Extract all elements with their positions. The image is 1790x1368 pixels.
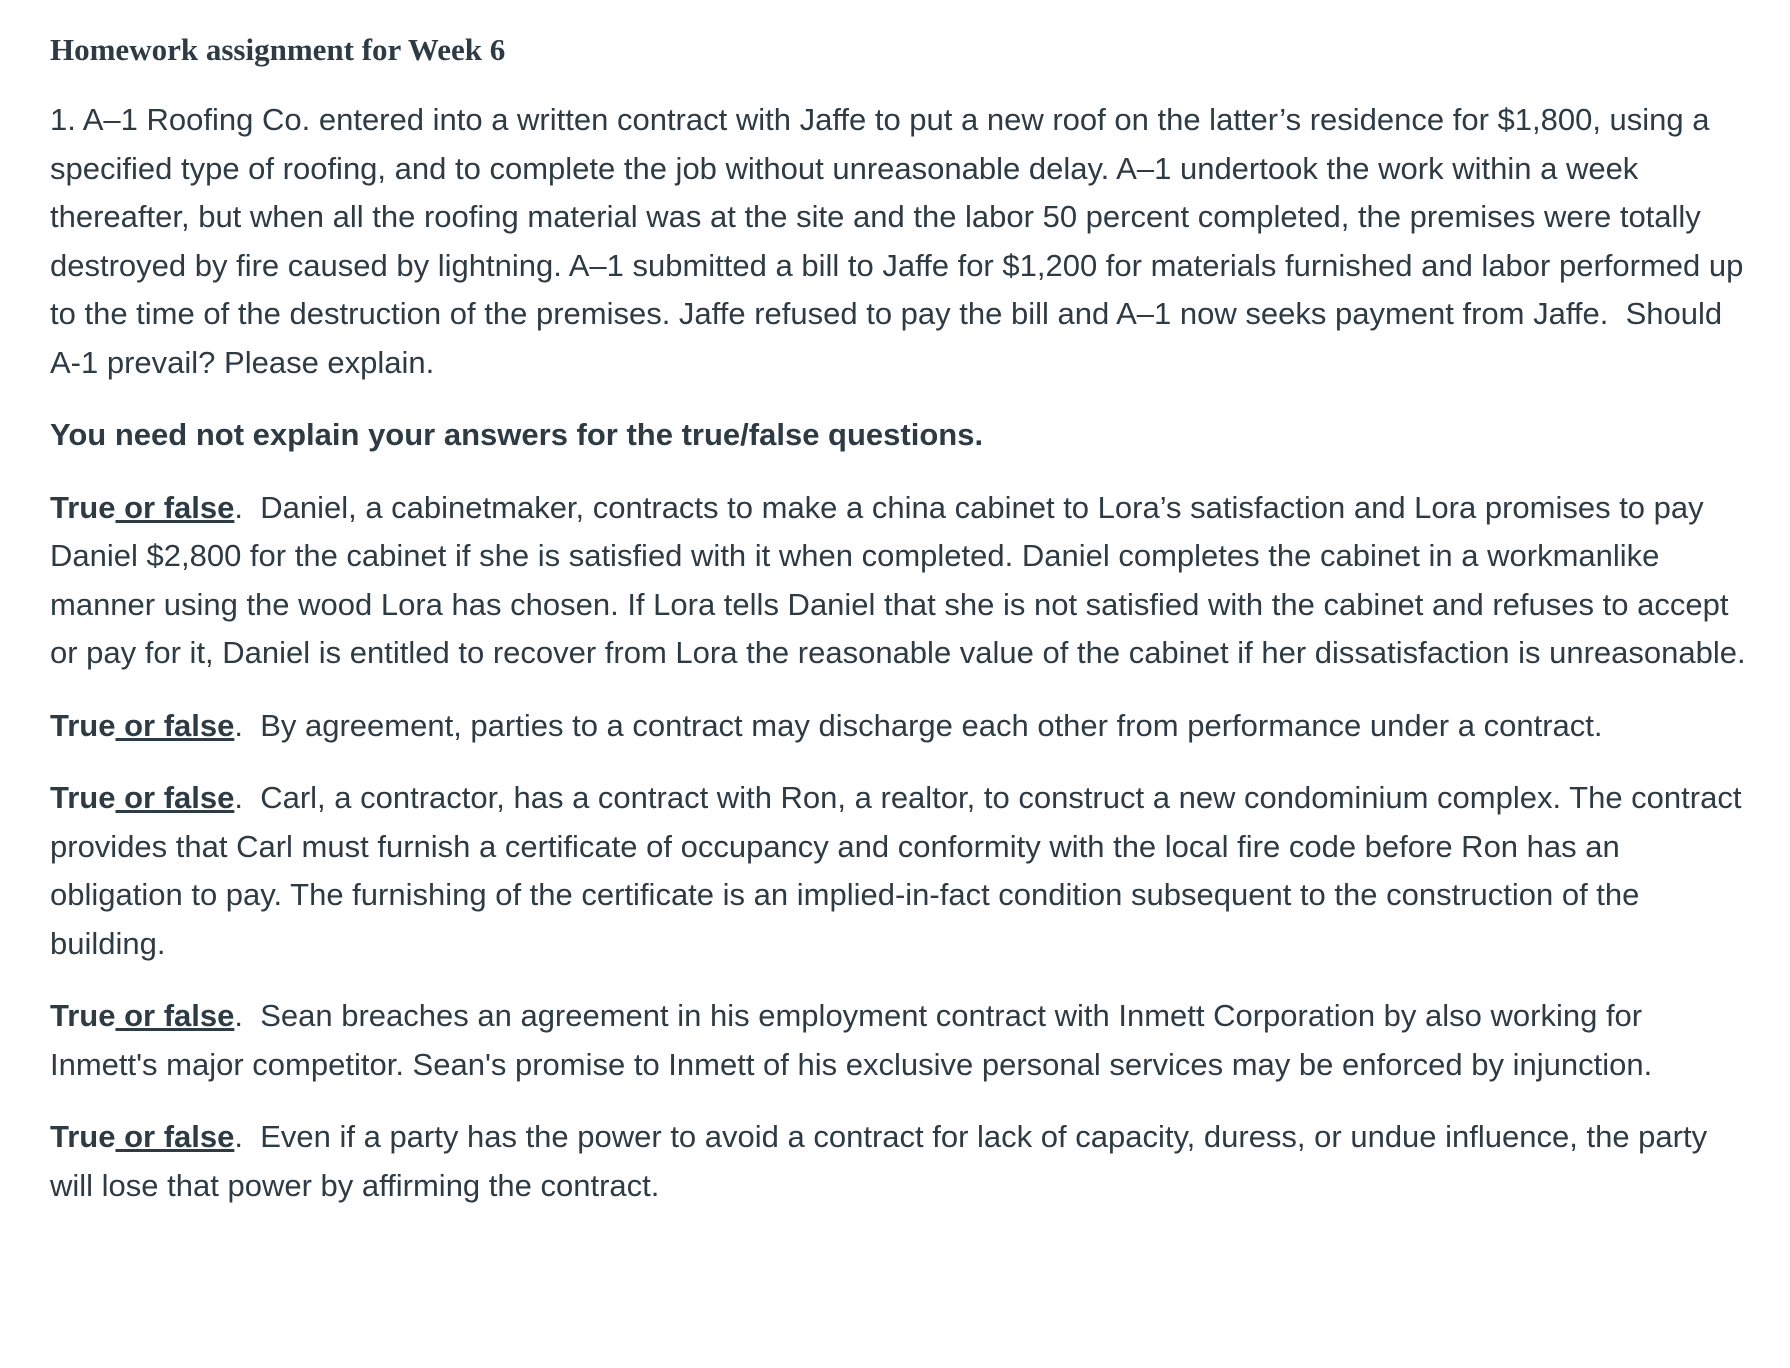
label-separator: . [234, 998, 261, 1033]
essay-question-1: 1. A–1 Roofing Co. entered into a written contract with Jaffe to put a new roof on the latter’s residence for $1,800, using a specified type of roofing, and to complete the job without unreasonable delay. A–1 undertook the work within a week thereafter, but when all the roofing material was at the site and the labor 50 percent completed, the premises were totally destroyed by fire caused by lightning. A–1 submitted a bill to Jaffe for $1,200 for materials furnished and labor performed up to the time of the destruction of the premises. Jaffe refused to pay the bill and A–1 now seeks payment from Jaffe. Should A-1 prevail? Please explain. [50, 102, 1744, 380]
question-text: Sean breaches an agreement in his employment contract with Inmett Corporation by also working for Inmett's major competitor. Sean's promise to Inmett of his exclusive personal services may be enforced by injunction. [50, 998, 1653, 1082]
true-label: True [50, 780, 116, 815]
true-false-question-3 [50, 774, 1750, 968]
question-text: By agreement, parties to a contract may discharge each other from performance under a contract. [260, 707, 1603, 743]
true-false-question-4 [50, 992, 1750, 1089]
or-false-label: or false [115, 1119, 235, 1154]
question-text: Even if a party has the power to avoid a contract for lack of capacity, duress, or undue influence, the party will lose that power by affirming the contract. [50, 1119, 1708, 1203]
label-separator: . [234, 489, 261, 525]
label-separator: . [234, 780, 261, 815]
or-false-label: or false [115, 780, 235, 815]
true-label: True [50, 1119, 116, 1154]
true-false-question-5 [50, 1113, 1750, 1210]
true-label: True [50, 489, 116, 525]
label-separator: . [234, 707, 261, 743]
question-text: Carl, a contractor, has a contract with Ron, a realtor, to construct a new condominium complex. The contract provides that Carl must furnish a certificate of occupancy and conformity with the local fire code before Ron has an obligation to pay. The furnishing of the certificate is an implied-in-fact condition subsequent to the construction of the building. [50, 780, 1742, 961]
true-false-question-2 [50, 702, 1750, 751]
true-false-question-1 [50, 484, 1750, 678]
or-false-label: or false [115, 998, 235, 1033]
true-false-instructions: You need not explain your answers for the true/false questions. [50, 417, 984, 452]
or-false-label: or false [115, 707, 235, 743]
or-false-label: or false [115, 489, 235, 525]
label-separator: . [234, 1119, 261, 1154]
document-title: Homework assignment for Week 6 [50, 32, 506, 67]
question-text: Daniel, a cabinetmaker, contracts to make a china cabinet to Lora’s satisfaction and Lora promises to pay Daniel $2,800 for the cabinet if she is satisfied with it when completed. Daniel completes the cabinet in a workmanlike manner using the wood Lora has chosen. If Lora tells Daniel that she is not satisfied with the cabinet and refuses to accept or pay for it, Daniel is entitled to recover from Lora the reasonable value of the cabinet if her dissatisfaction is unreasonable. [50, 489, 1746, 670]
true-label: True [50, 707, 116, 743]
true-label: True [50, 998, 116, 1033]
